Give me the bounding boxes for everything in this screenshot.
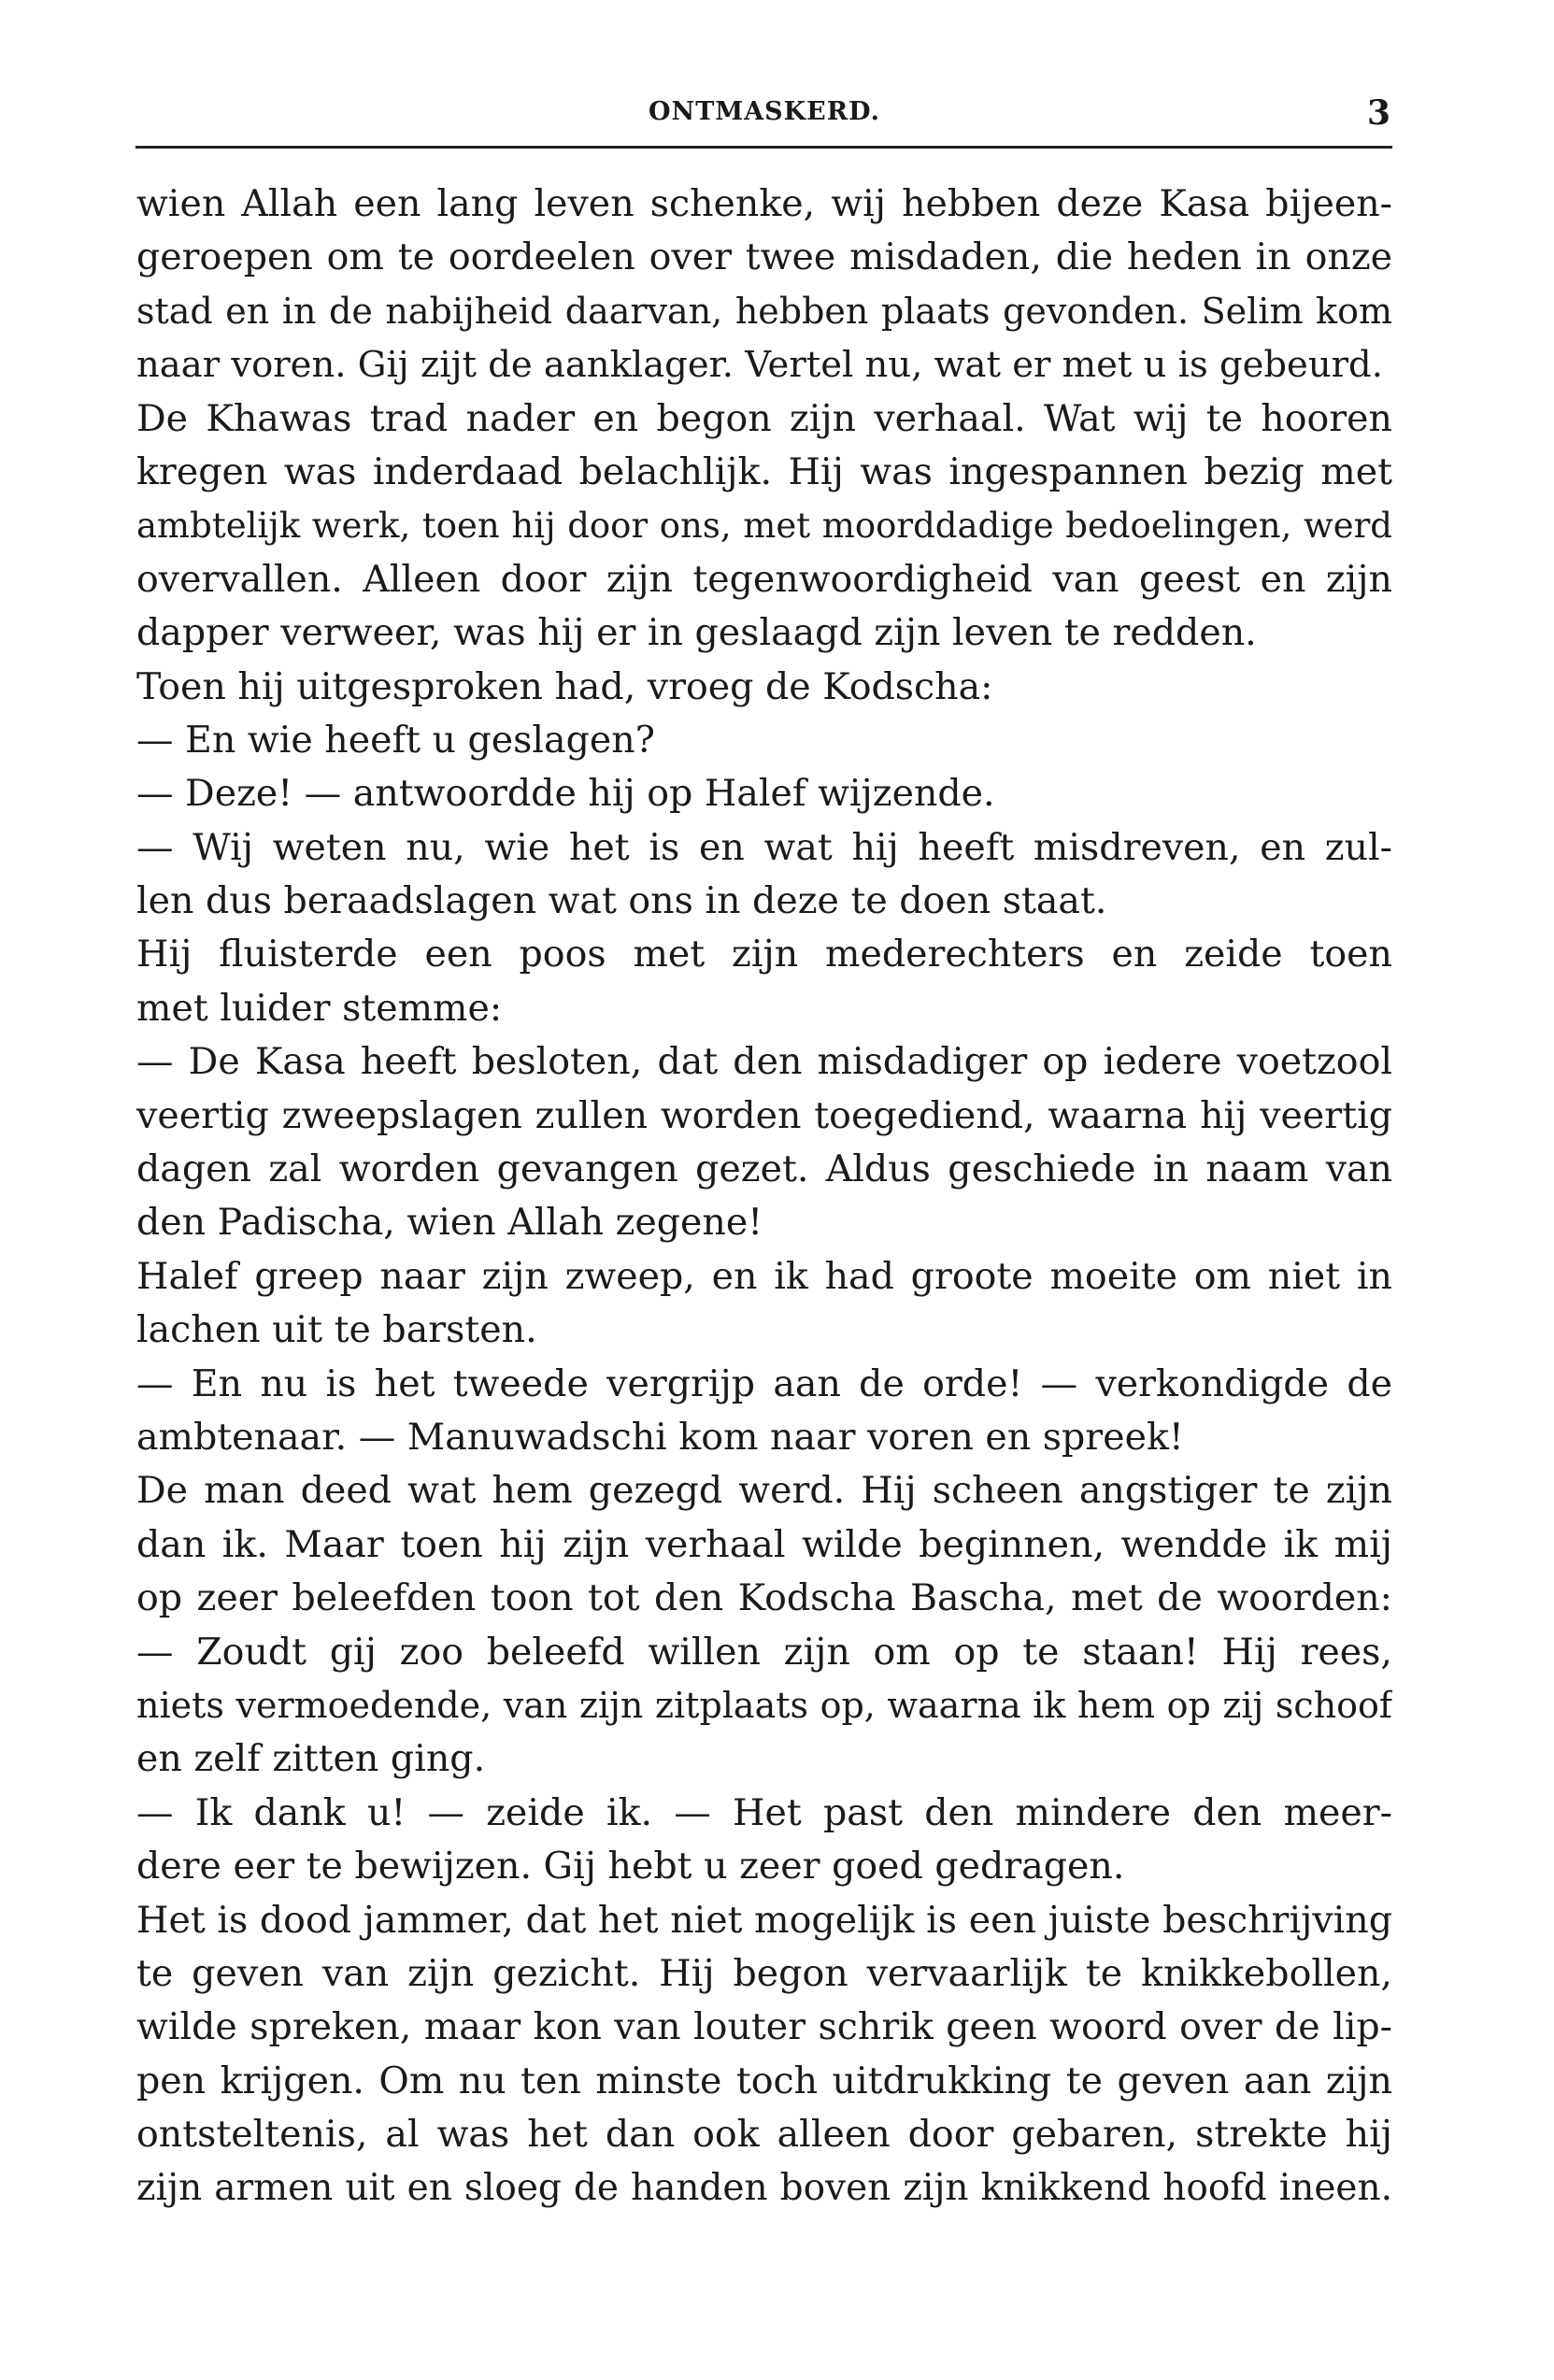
text-line: — Zoudt gij zoo beleefd willen zijn om op te staan! Hij rees, [136,1630,1392,1674]
text-line: Halef greep naar zijn zweep, en ik had groote moeite om niet in [136,1254,1392,1298]
text-line: kregen was inderdaad belachlijk. Hij was ingespannen bezig met [136,449,1392,493]
text-line: dere eer te bewijzen. Gij hebt u zeer goed gedragen. [136,1845,1125,1888]
text-line: naar voren. Gij zijt de aanklager. Vertel nu, wat er met u is gebeurd. [136,344,1383,387]
text-line: — Ik dank u! — zeide ik. — Het past den mindere den meer- [136,1790,1392,1834]
text-line: ambtelijk werk, toen hij door ons, met moorddadige bedoelingen, werd [136,506,1392,547]
text-line: en zelf zitten ging. [136,1737,486,1781]
text-line: — Deze! — antwoordde hij op Halef wijzende. [136,772,995,816]
text-line: wilde spreken, maar kon van louter schrik geen woord over de lip- [136,2005,1392,2049]
text-line: — De Kasa heeft besloten, dat den misdadiger op iedere voetzool [136,1040,1392,1084]
text-line: len dus beraadslagen wat ons in deze te doen staat. [136,879,1107,923]
text-line: lachen uit te barsten. [136,1308,537,1352]
text-line: niets vermoedende, van zijn zitplaats op, waarna ik hem op zij schoof [136,1684,1392,1726]
text-line: ambtenaar. — Manuwadschi kom naar voren en spreek! [136,1415,1184,1459]
text-line: dagen zal worden gevangen gezet. Aldus geschiede in naam van [136,1147,1392,1191]
text-line: met luider stemme: [136,986,503,1030]
page-number: 3 [1366,93,1390,133]
text-line: Toen hij uitgesproken had, vroeg de Kodscha: [136,664,993,708]
text-line: De man deed wat hem gezegd werd. Hij scheen angstiger te zijn [136,1469,1392,1513]
text-line: veertig zweepslagen zullen worden toegediend, waarna hij veertig [136,1093,1392,1137]
running-title: ONTMASKERD. [649,97,880,126]
text-line: — En wie heeft u geslagen? [136,718,655,762]
text-line: op zeer beleefden toon tot den Kodscha Bascha, met de woorden: [136,1576,1392,1620]
text-line: Het is dood jammer, dat het niet mogelijk is een juiste beschrijving [136,1898,1392,1942]
body-text [136,178,1392,2216]
text-line: wien Allah een lang leven schenke, wij hebben deze Kasa bijeen- [136,182,1392,225]
text-line: dan ik. Maar toen hij zijn verhaal wilde beginnen, wendde ik mij [136,1522,1392,1566]
text-line: geroepen om te oordeelen over twee misdaden, die heden in onze [136,235,1392,279]
text-line: stad en in de nabijheid daarvan, hebben plaats gevonden. Selim kom [136,290,1392,332]
text-line: De Khawas trad nader en begon zijn verhaal. Wat wij te hooren [136,396,1392,440]
text-line: den Padischa, wien Allah zegene! [136,1201,763,1245]
text-line: overvallen. Alleen door zijn tegenwoordigheid van geest en zijn [136,557,1392,601]
text-line: dapper verweer, was hij er in geslaagd zijn leven te redden. [136,611,1257,655]
text-line: ontsteltenis, al was het dan ook alleen door gebaren, strekte hij [136,2113,1392,2157]
text-line: pen krijgen. Om nu ten minste toch uitdrukking te geven aan zijn [136,2059,1392,2102]
text-line: — En nu is het tweede vergrijp aan de orde! — verkondigde de [136,1361,1392,1405]
text-line: — Wij weten nu, wie het is en wat hij heeft misdreven, en zul- [136,825,1392,869]
text-line: Hij fluisterde een poos met zijn mederechters en zeide toen [136,933,1392,976]
text-line: zijn armen uit en sloeg de handen boven zijn knikkend hoofd ineen. [136,2167,1392,2210]
header-rule [135,146,1392,149]
page-header [138,93,1390,131]
text-line: te geven van zijn gezicht. Hij begon vervaarlijk te knikkebollen, [136,1951,1392,1995]
